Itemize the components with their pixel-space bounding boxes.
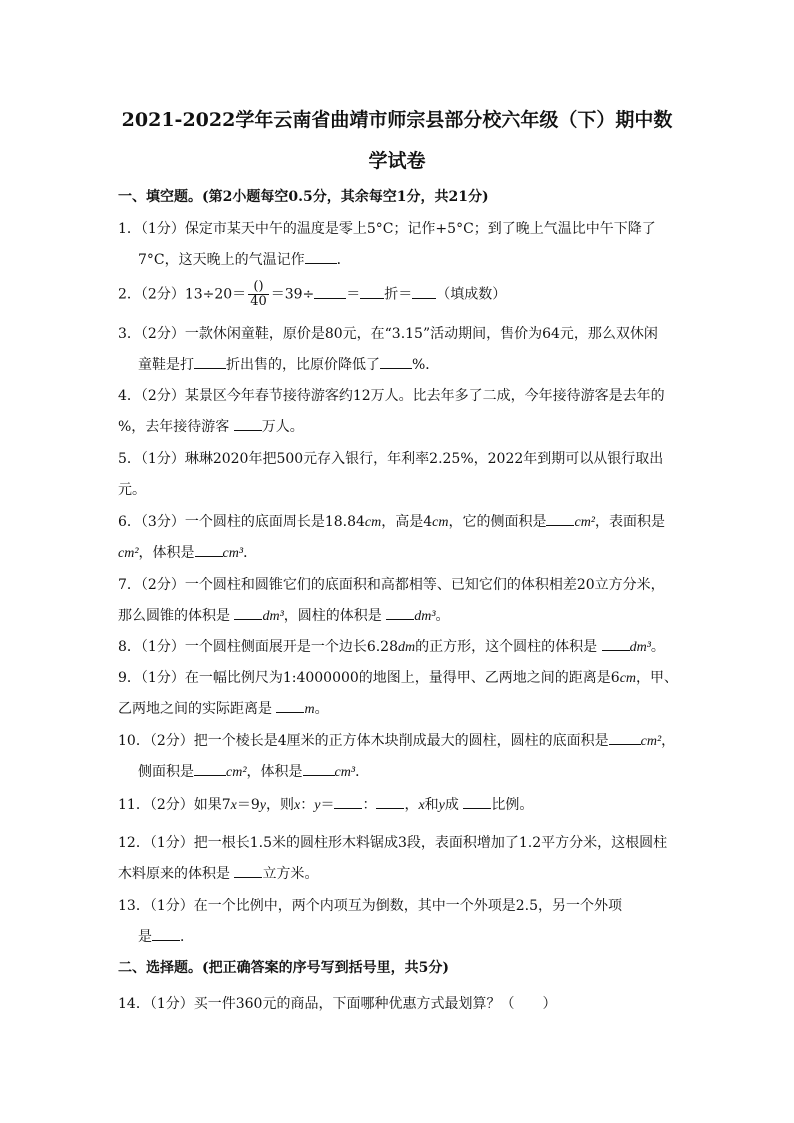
question-1-line1: 1．（1分）保定市某天中午的温度是零上5°C；记作+5°C；到了晚上气温比中午下降了 [118, 221, 656, 237]
question-12-line1: 12．（1分）把一根长1.5米的圆柱形木料锯成3段，表面积增加了1.2平方分米，这根圆柱 [118, 835, 668, 851]
question-13-line2: 是 ． [138, 929, 194, 945]
question-4-line2: %，去年接待游客 万人。 [118, 419, 304, 435]
question-14: 14．（1分）买一件360元的商品，下面哪种优惠方式最划算？（ ） [118, 996, 557, 1012]
answer-blank[interactable] [380, 356, 412, 369]
answer-blank[interactable] [195, 544, 223, 557]
question-5-line1: 5．（1分）琳琳2020年把500元存入银行，年利率2.25%，2022年到期可以从银行取出 [118, 451, 664, 467]
question-6-line1: 6．（3分）一个圆柱的底面周长是18.84cm，高是4cm，它的侧面积是 cm²，表面积是 [118, 514, 666, 530]
answer-blank[interactable] [602, 638, 630, 651]
answer-blank[interactable] [334, 796, 362, 809]
question-10-line2: 侧面积是 cm²，体积是 cm³． [138, 764, 370, 780]
answer-blank[interactable] [234, 865, 262, 878]
answer-blank[interactable] [234, 607, 262, 620]
answer-blank[interactable] [234, 418, 262, 431]
question-6-line2: cm²，体积是 cm³． [118, 545, 258, 561]
question-2: 2．（2分）13÷20＝ $\frac{()}{40}$ ＝39÷ ＝ 折＝ （填成数） [118, 279, 507, 309]
question-9-line1: 9．（1分）在一幅比例尺为1:4000000的地图上，量得甲、乙两地之间的距离是6cm，甲、 [118, 670, 679, 686]
answer-blank[interactable] [609, 732, 641, 745]
question-4-line1: 4．（2分）某景区今年春节接待游客约12万人。比去年多了二成，今年接待游客是去年的 [118, 388, 665, 404]
answer-blank[interactable] [305, 251, 337, 264]
question-13-line1: 13．（1分）在一个比例中，两个内项互为倒数，其中一个外项是2.5，另一个外项 [118, 898, 622, 914]
question-1-line2: 7°C，这天晚上的气温记作 ． [138, 252, 351, 268]
question-8: 8．（1分）一个圆柱侧面展开是一个边长6.28dm的正方形，这个圆柱的体积是 dm³。 [118, 639, 665, 655]
answer-blank[interactable] [314, 286, 346, 299]
answer-blank[interactable] [276, 700, 304, 713]
answer-blank[interactable] [360, 286, 384, 299]
answer-blank[interactable] [463, 796, 491, 809]
question-7-line2: 那么圆锥的体积是 dm³，圆柱的体积是 dm³。 [118, 608, 450, 624]
answer-blank[interactable] [412, 286, 436, 299]
question-11: 11．（2分）如果7x＝9y，则x：y＝ ： ，x和y成 比例。 [118, 797, 534, 813]
question-10-line1: 10．（2分）把一个棱长是4厘米的正方体木块削成最大的圆柱，圆柱的底面积是 cm²， [118, 733, 676, 749]
question-3-line2: 童鞋是打 折出售的，比原价降低了 %． [138, 357, 440, 373]
answer-blank[interactable] [376, 796, 404, 809]
answer-blank[interactable] [194, 763, 226, 776]
exam-title-line2: 学试卷 [368, 150, 426, 172]
answer-blank[interactable] [386, 607, 414, 620]
answer-blank[interactable] [546, 513, 574, 526]
question-3-line1: 3．（2分）一款休闲童鞋，原价是80元，在“3.15”活动期间，售价为64元，那么双休闲 [118, 326, 658, 342]
answer-blank[interactable] [194, 356, 226, 369]
question-7-line1: 7．（2分）一个圆柱和圆锥它们的底面积和高都相等、已知它们的体积相差20立方分米， [118, 577, 665, 593]
answer-blank[interactable] [303, 763, 335, 776]
answer-blank[interactable] [152, 928, 180, 941]
section-choice-heading: 二、选择题。(把正确答案的序号写到括号里，共5分) [118, 960, 449, 976]
fraction: $\frac{()}{40}$ [250, 279, 267, 309]
question-5-line2: 元。 [118, 482, 146, 498]
section-fill-in-heading: 一、填空题。(第2小题每空0.5分，其余每空1分，共21分) [118, 189, 489, 205]
exam-title-line1: 2021-2022学年云南省曲靖市师宗县部分校六年级（下）期中数 [121, 109, 673, 131]
question-12-line2: 木料原来的体积是 立方米。 [118, 866, 319, 882]
question-9-line2: 乙两地之间的实际距离是 m。 [118, 701, 329, 717]
